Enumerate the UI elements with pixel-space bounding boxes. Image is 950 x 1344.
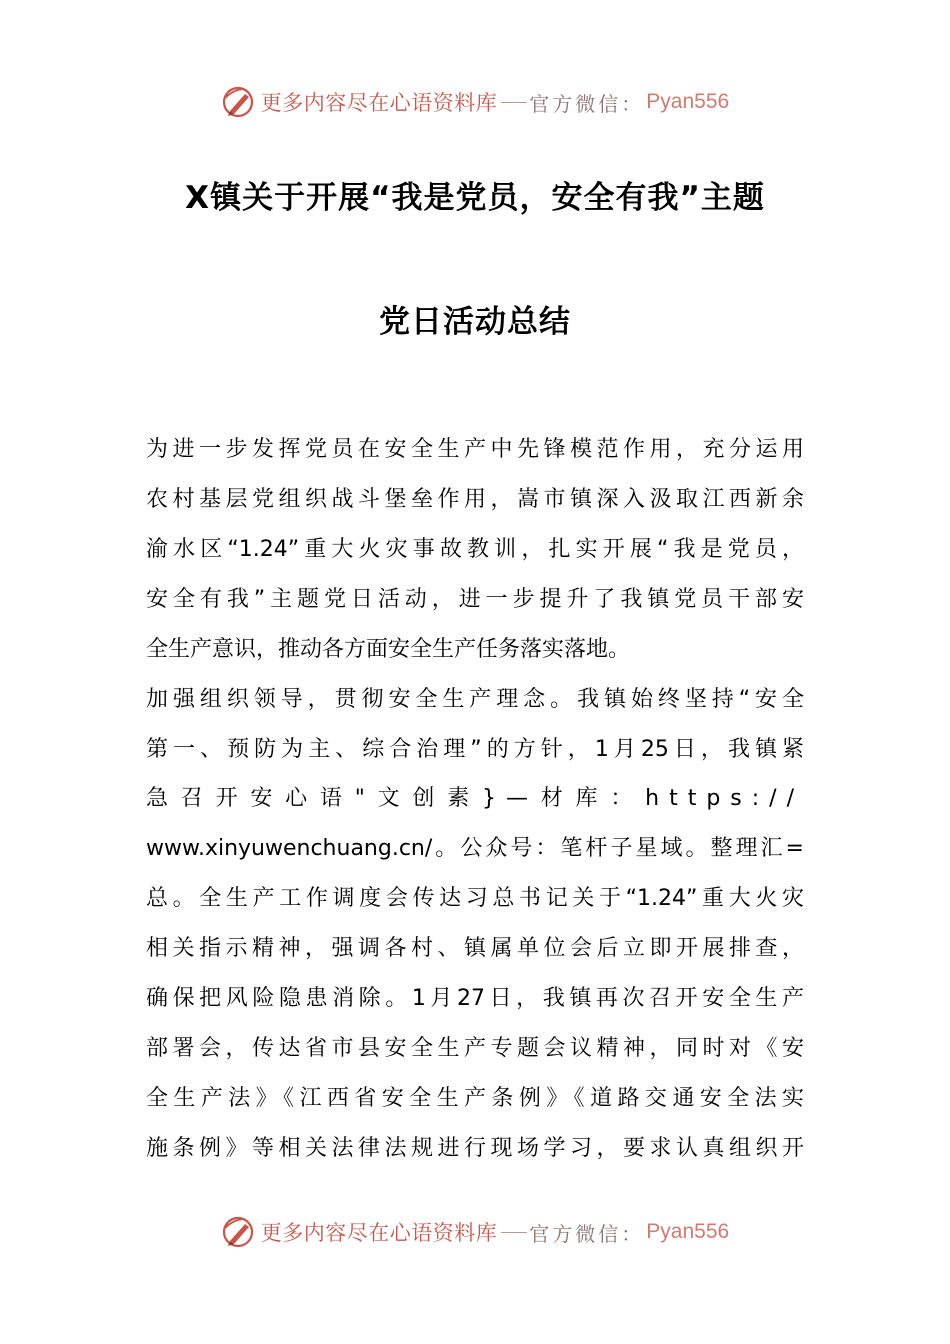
body-line: 确保把风险隐患消除。1月27日，我镇再次召开安全生产 (146, 986, 804, 1011)
body-line: 施条例》等相关法律法规进行现场学习，要求认真组织开 (146, 1136, 804, 1161)
document-title-line-1: X镇关于开展“我是党员，安全有我”主题 (185, 180, 765, 216)
body-line: 安全有我”主题党日活动，进一步提升了我镇党员干部安 (146, 587, 804, 612)
pen-logo-icon (221, 1214, 257, 1250)
body-line: www.xinyuwenchuang.cn/。公众号：笔杆子星域。整理汇= (146, 836, 804, 861)
watermark-text: 更多内容尽在心语资料库 (260, 91, 498, 115)
body-line: 为进一步发挥党员在安全生产中先锋模范作用，充分运用 (146, 437, 804, 462)
watermark-dash (501, 102, 527, 103)
body-line: 第一、预防为主、综合治理”的方针，1月25日，我镇紧 (146, 737, 804, 762)
body-line: 全生产意识，推动各方面安全生产任务落实落地。 (146, 637, 631, 662)
watermark-banner-bottom (0, 1210, 950, 1254)
pen-logo-icon (221, 84, 257, 120)
watermark-text: 更多内容尽在心语资料库 (260, 1221, 498, 1245)
body-line: 渝水区“1.24”重大火灾事故教训，扎实开展“我是党员， (146, 537, 804, 562)
body-line: 加强组织领导，贯彻安全生产理念。我镇始终坚持“安全 (146, 687, 804, 712)
body-line: 全生产法》《江西省安全生产条例》《道路交通安全法实 (146, 1086, 804, 1111)
body-line: 部署会，传达省市县安全生产专题会议精神，同时对《安 (146, 1036, 804, 1061)
watermark-wechat-id: Pyan556 (646, 90, 730, 113)
document-title-line-2: 党日活动总结 (379, 304, 571, 340)
body-line: 急召开安心语"文创素}—材库：https:// (146, 786, 804, 811)
watermark-official-label: 官方微信： (529, 1221, 645, 1246)
watermark-official-label: 官方微信： (529, 91, 645, 116)
watermark-wechat-id: Pyan556 (646, 1220, 730, 1243)
body-line: 总。全生产工作调度会传达习总书记关于“1.24”重大火灾 (146, 886, 804, 911)
body-line: 相关指示精神，强调各村、镇属单位会后立即开展排查， (146, 936, 804, 961)
watermark-dash (501, 1232, 527, 1233)
watermark-banner-top (0, 80, 950, 124)
body-line: 农村基层党组织战斗堡垒作用，嵩市镇深入汲取江西新余 (146, 487, 804, 512)
